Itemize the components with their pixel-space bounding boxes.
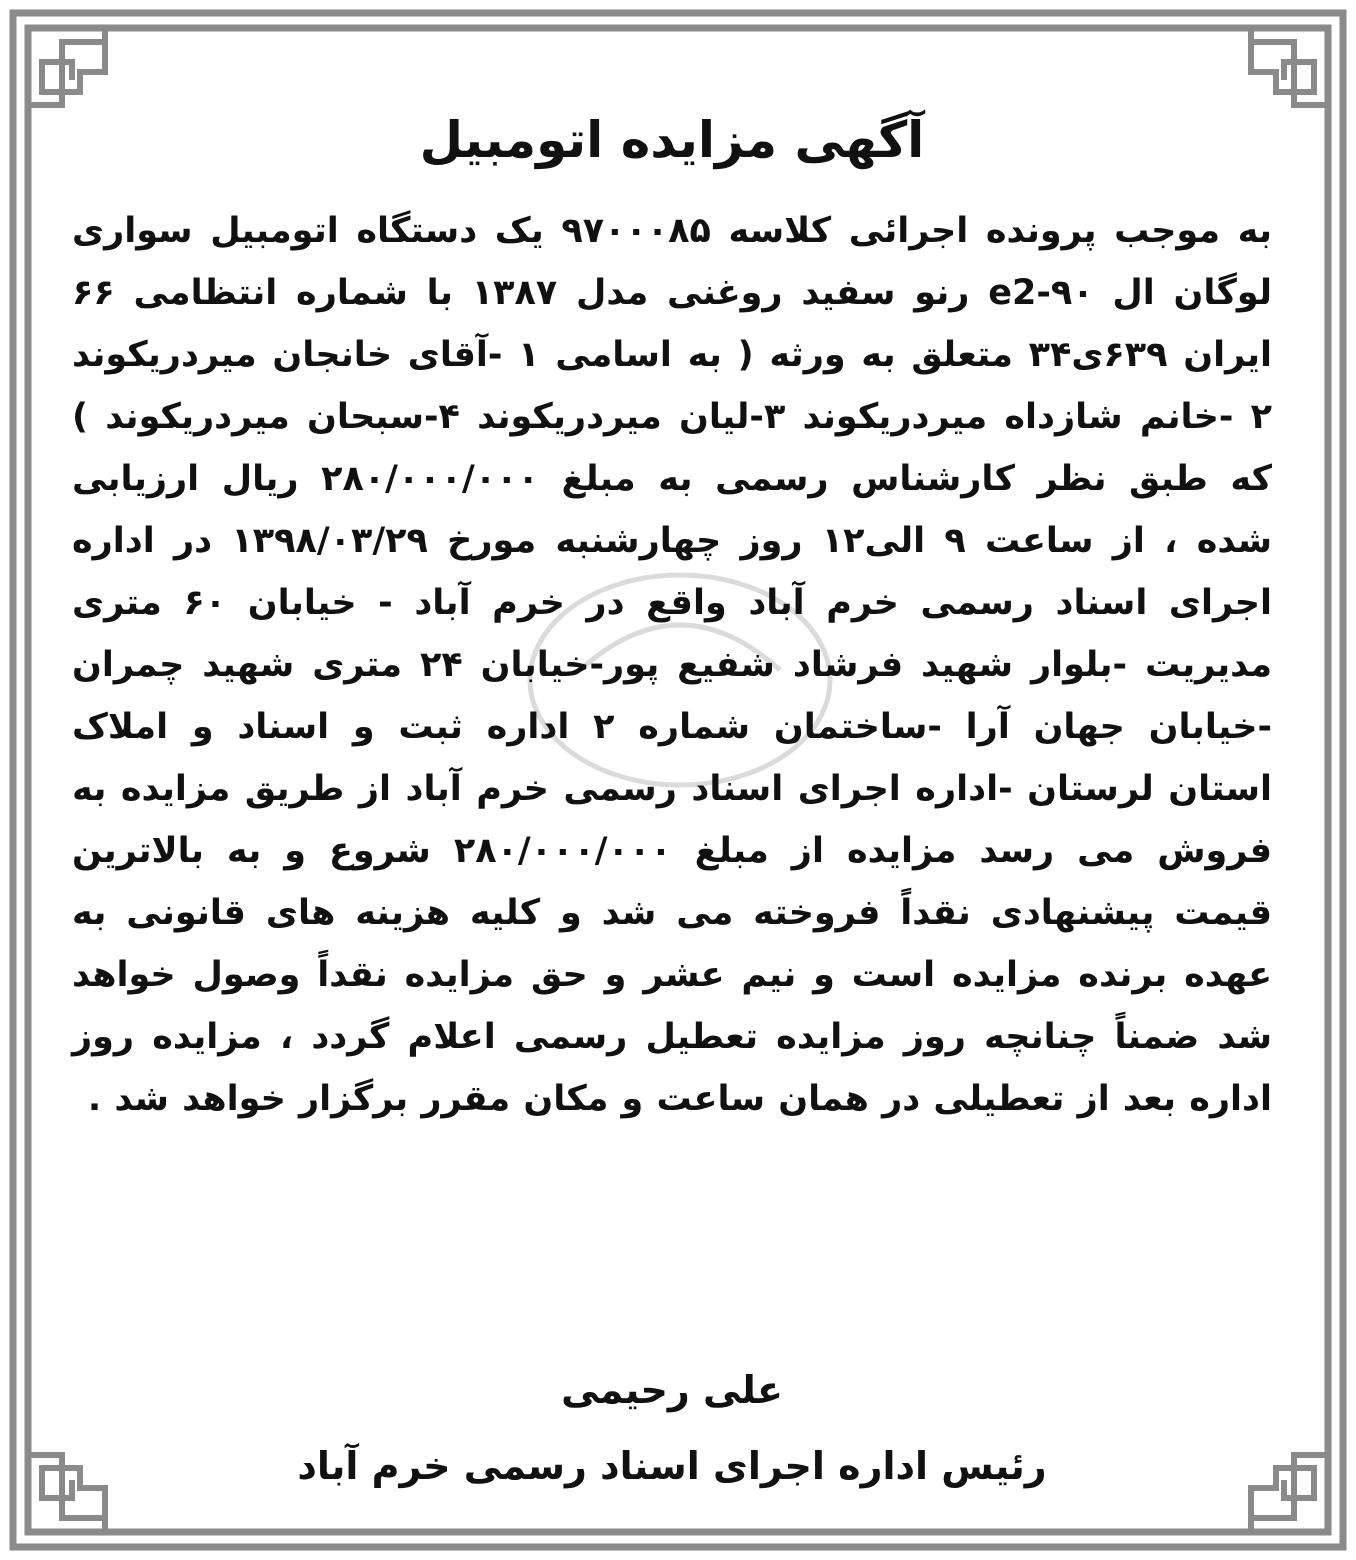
notice-content <box>72 88 1272 1508</box>
signatory-name: علی رحیمی <box>561 1368 783 1412</box>
notice-body: به موجب پرونده اجرائی کلاسه ۹۷۰۰۰۸۵ یک دستگاه اتومبیل سواری لوگان ال ۹۰-e2 رنو سفید روغنی مدل ۱۳۸۷ با شماره انتظامی ۶۶ ایران ۶۳۹ی۳۴ متعلق به ورثه ( به اسامی ۱ -آقای خانجان میردریکوند ۲ -خانم شازداه میردریکوند ۳-لیان میردریکوند ۴-سبحان میردریکوند ) که طبق نظر کارشناس رسمی به مبلغ ۲۸۰/۰۰۰/۰۰۰ ریال ارزیابی شده ، از ساعت ۹ الی۱۲ روز چهارشنبه مورخ ۱۳۹۸/۰۳/۲۹ در اداره اجرای اسناد رسمی خرم آباد واقع در خرم آباد - خیابان ۶۰ متری مدیریت -بلوار شهید فرشاد شفیع پور-خیابان ۲۴ متری شهید چمران -خیابان جهان آرا -ساختمان شماره ۲ اداره ثبت و اسناد و املاک استان لرستان -اداره اجرای اسناد رسمی خرم آباد از طریق مزایده به فروش می رسد مزایده از مبلغ ۲۸۰/۰۰۰/۰۰۰ شروع و به بالاترین قیمت پیشنهادی نقداً فروخته می شد و کلیه هزینه های قانونی به عهده برنده مزایده است و نیم عشر و حق مزایده نقداً وصول خواهد شد ضمناً چنانچه روز مزایده تعطیل رسمی اعلام گردد ، مزایده روز اداره بعد از تعطیلی در همان ساعت و مکان مقرر برگزار خواهد شد . <box>72 211 1273 1119</box>
notice-title: آگهی مزایده اتومبیل <box>419 111 925 169</box>
signatory-position: رئیس اداره اجرای اسناد رسمی خرم آباد <box>297 1444 1047 1488</box>
